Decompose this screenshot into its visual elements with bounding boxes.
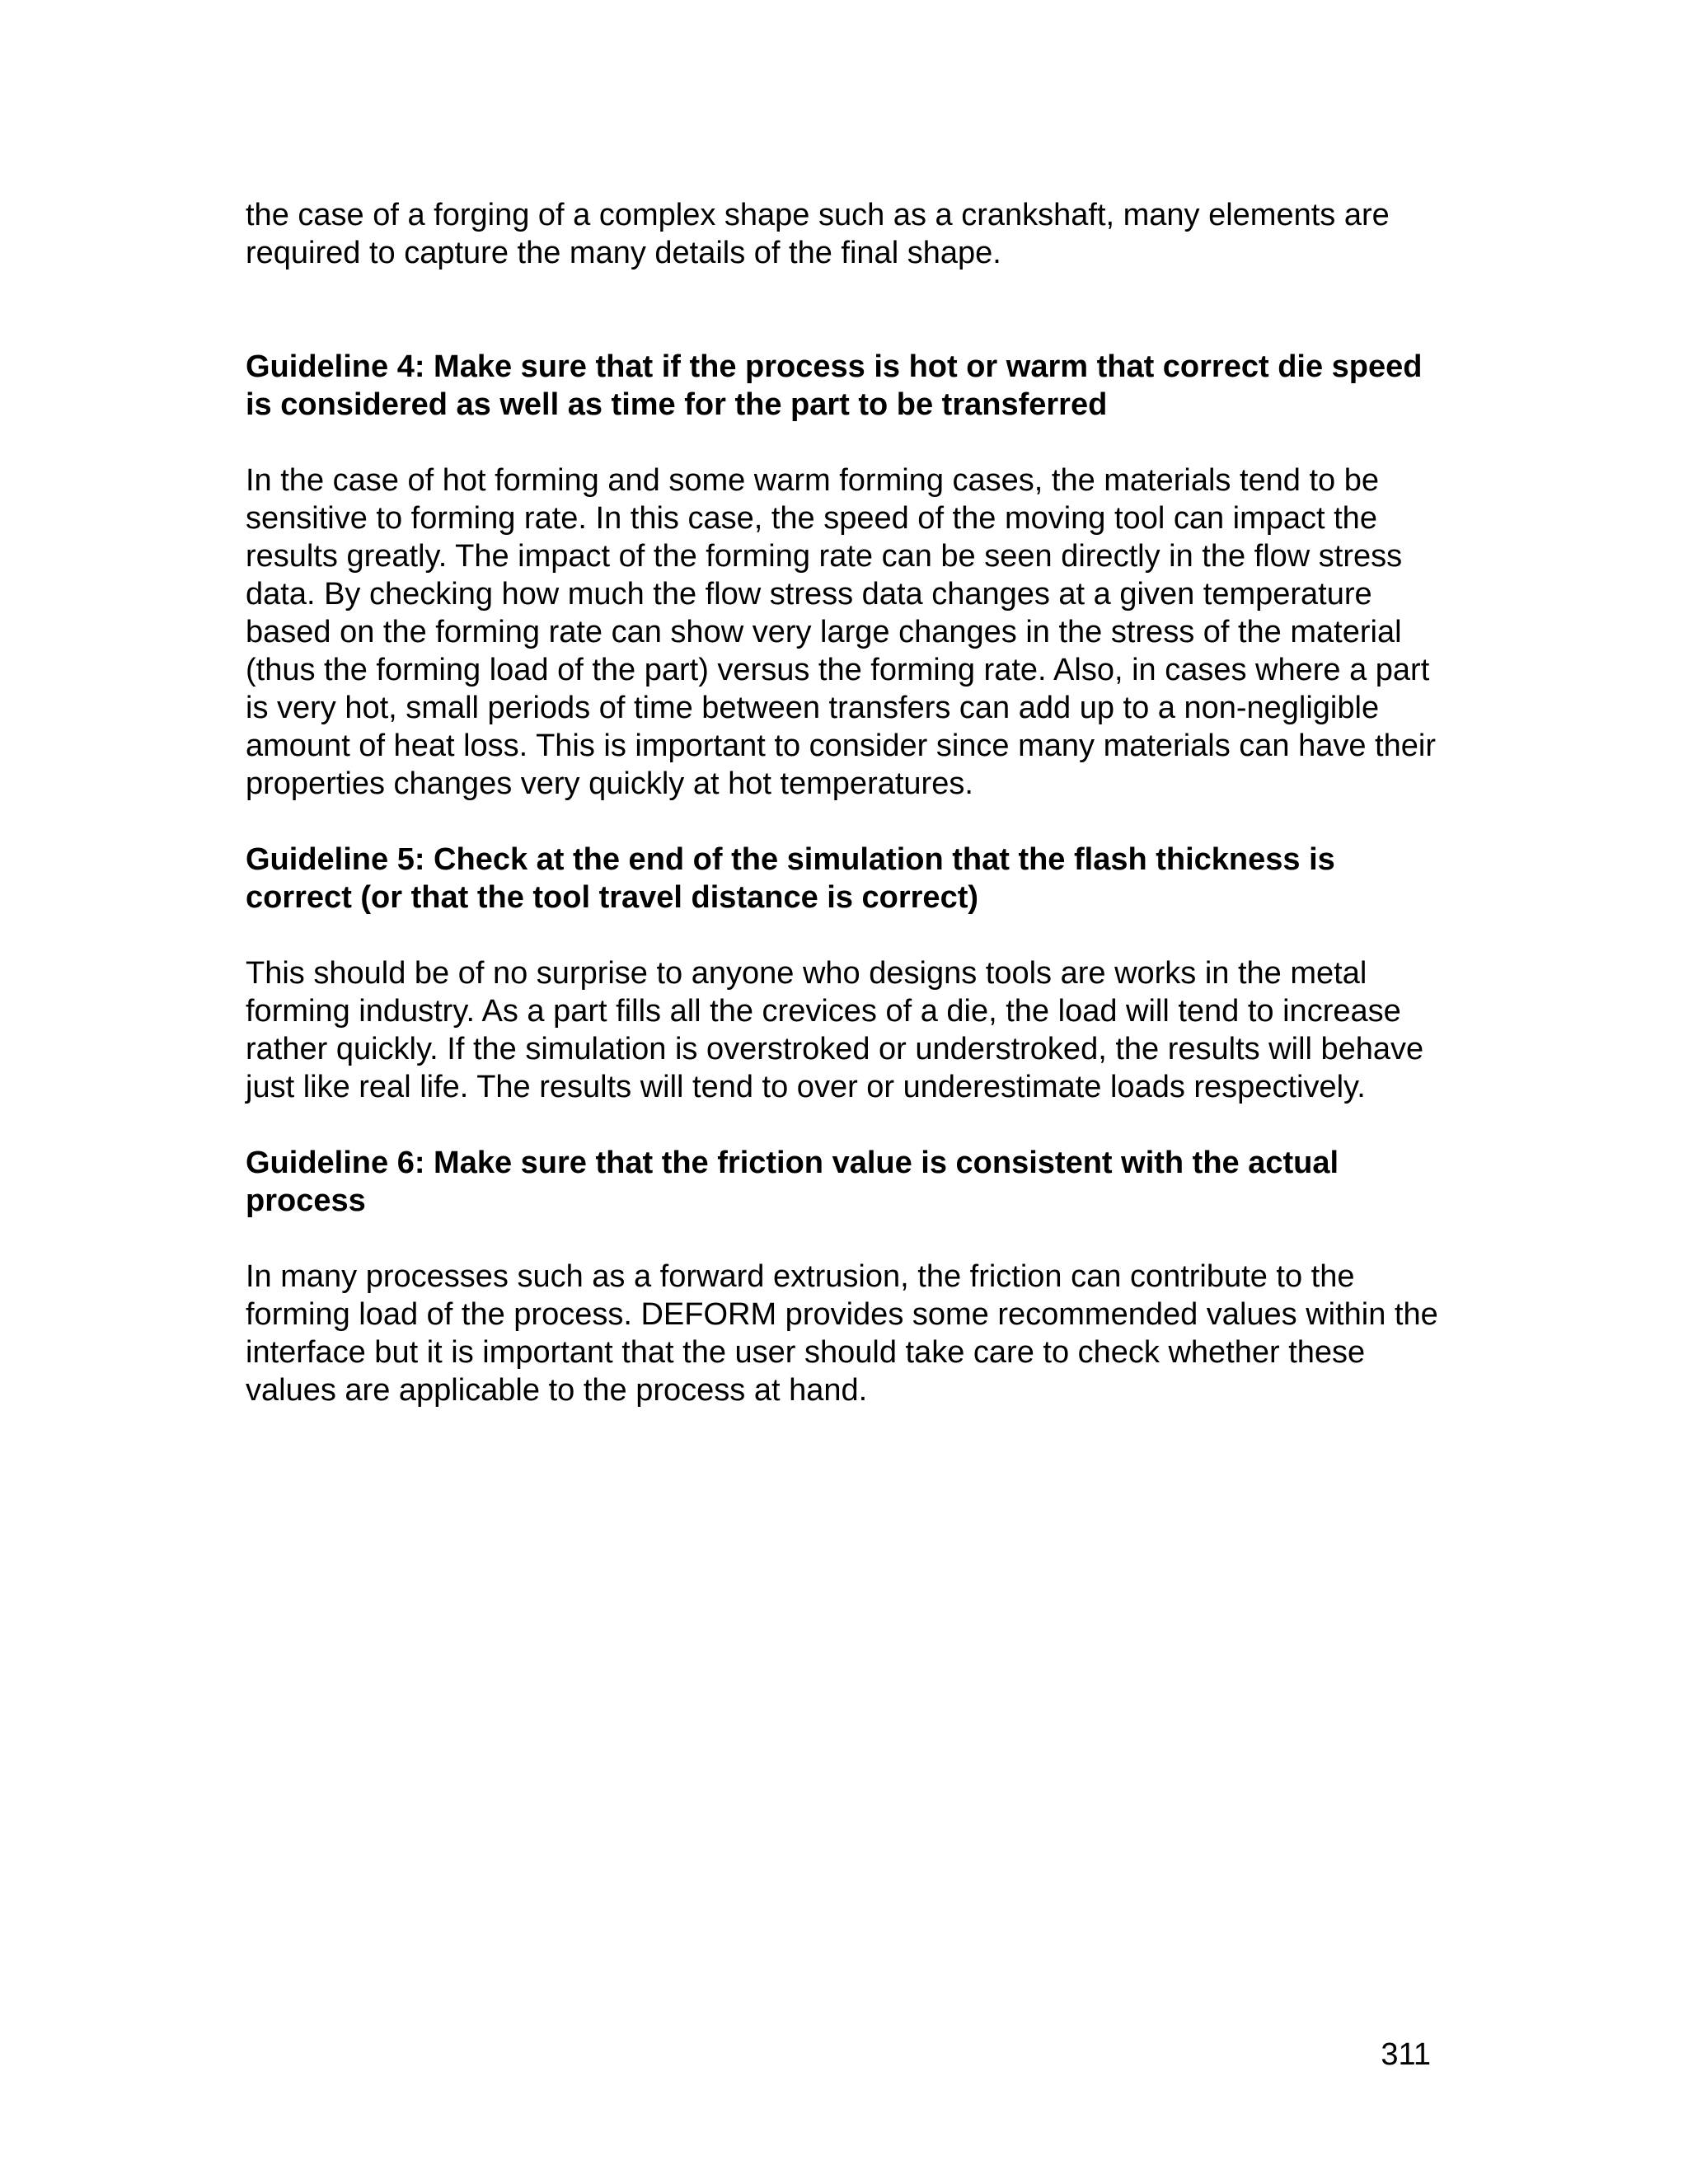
- guideline-4-paragraph: In the case of hot forming and some warm forming cases, the materials tend to be sensitive to forming rate. In this case, the speed of the moving tool can impact the results greatly. The impact of the forming rate can be seen directly in the flow stress data. By checking how much the flow stress data changes at a given temperature based on the forming rate can show very large changes in the stress of the material (thus the forming load of the part) versus the forming rate. Also, in cases where a part is very hot, small periods of time between transfers can add up to a non-negligible amount of heat loss. This is important to consider since many materials can have their properties changes very quickly at hot temperatures.: [246, 463, 1436, 801]
- guideline-5-heading: Guideline 5: Check at the end of the simulation that the flash thickness is correct (or that the tool travel distance is correct): [246, 842, 1335, 915]
- guideline-5-paragraph: This should be of no surprise to anyone who designs tools are works in the metal forming industry. As a part fills all the crevices of a die, the load will tend to increase rather quickly. If the simulation is overstroked or understroked, the results will behave just like real life. The results will tend to over or underestimate loads respectively.: [246, 956, 1424, 1104]
- page-number: 311: [1381, 2037, 1431, 2072]
- intro-paragraph: the case of a forging of a complex shape such as a crankshaft, many elements are required to capture the many details of the final shape.: [246, 198, 1390, 270]
- page-content: [246, 196, 1449, 1447]
- guideline-4-heading: Guideline 4: Make sure that if the process is hot or warm that correct die speed is considered as well as time for the part to be transferred: [246, 349, 1423, 422]
- guideline-6-paragraph: In many processes such as a forward extrusion, the friction can contribute to the forming load of the process. DEFORM provides some recommended values within the interface but it is important that the user should take care to check whether these values are applicable to the process at hand.: [246, 1259, 1438, 1408]
- guideline-6-heading: Guideline 6: Make sure that the friction value is consistent with the actual process: [246, 1146, 1339, 1218]
